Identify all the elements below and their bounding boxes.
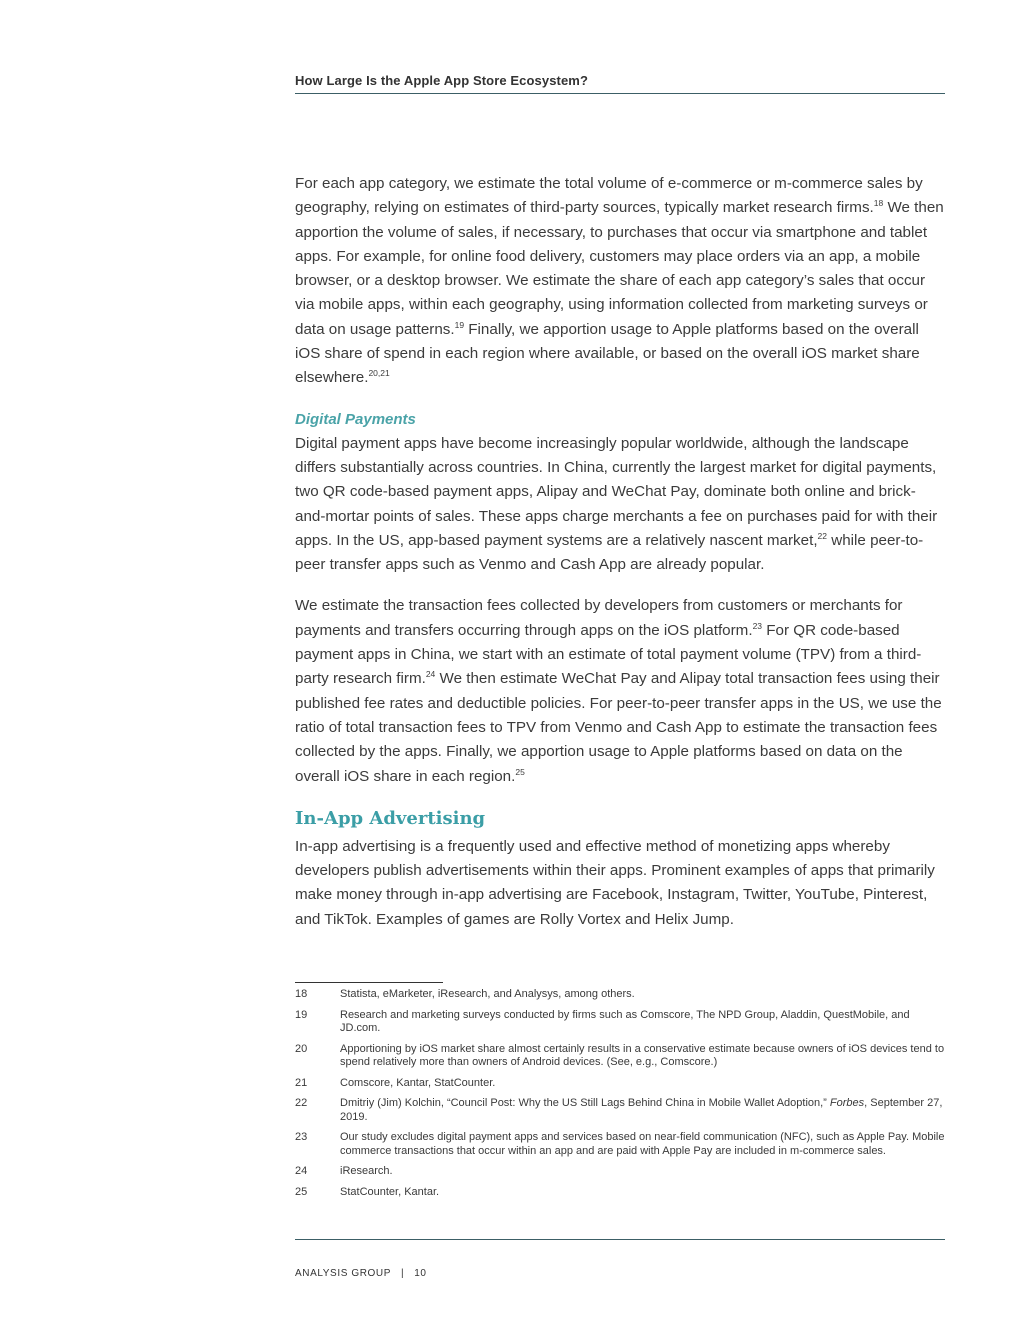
footnote-text: Statista, eMarketer, iResearch, and Analysys, among others. [340, 988, 635, 1000]
footnotes-list [295, 988, 945, 1206]
footnote-ref-24: 24 [425, 669, 436, 680]
footnote-text: Our study excludes digital payment apps and services based on near-field communication (NFC), such as Apple Pay. Mobile commerce transactions that occur within an app and are paid with Apple Pay are included in m-commerce sales. [340, 1131, 945, 1157]
paragraph-text: Finally, we apportion usage to Apple platforms based on the overall iOS share of spend in each region where available, or based on the overall iOS market share elsewhere. [295, 320, 920, 387]
footnote-number: 20 [295, 1042, 308, 1055]
paragraph-text: For each app category, we estimate the total volume of e-commerce or m-commerce sales by geography, relying on estimates of third-party sources, typically market research firms. [295, 175, 923, 217]
footnote-divider [295, 982, 443, 983]
footnote-ref-19: 19 [454, 319, 465, 330]
paragraph-ecommerce-method [295, 172, 945, 391]
footnote-text-part: , September 27, 2019. [340, 1097, 943, 1123]
footnote-text-part: Dmitriy (Jim) Kolchin, “Council Post: Why the US Still Lags Behind China in Mobile Wallet Adoption,” [340, 1097, 830, 1109]
header-divider [295, 93, 945, 94]
footnote-text: Comscore, Kantar, StatCounter. [340, 1076, 496, 1089]
footer-org: ANALYSIS GROUP [295, 1268, 392, 1279]
paragraph-digital-payments-method [295, 594, 945, 788]
paragraph-text: We then estimate WeChat Pay and Alipay total transaction fees using their published fee rates and deductible policies. For peer-to-peer transfer apps in the US, we use the ratio of total transaction fees to TPV from Venmo and Cash App to estimate the transaction fees collected by the apps. Finally, we apportion usage to Apple platforms based on data on the overall iOS share in each region. [295, 670, 942, 785]
section-heading-in-app-advertising: In-App Advertising [295, 807, 486, 829]
paragraph-text: We then apportion the volume of sales, if necessary, to purchases that occur via smartphone and tablet apps. For example, for online food delivery, customers may place orders via an app, a mobile browser, or a desktop browser. We estimate the share of each app category’s sales that occur via mobile apps, within each geography, using information collected from marketing surveys or data on usage patterns. [295, 199, 944, 338]
page-footer [295, 1268, 427, 1279]
paragraph-in-app-advertising: In-app advertising is a frequently used and effective method of monetizing apps whereby developers publish advertisements within their apps. Prominent examples of apps that primarily make money through in-app advertising are Facebook, Instagram, Twitter, YouTube, Pinterest, and TikTok. Examples of games are Rolly Vortex and Helix Jump. [295, 837, 935, 928]
footnote-ref-25: 25 [515, 766, 525, 777]
paragraph-text: For QR code-based payment apps in China, we start with an estimate of total payment volume (TPV) from a third-party research firm. [295, 621, 922, 688]
paragraph-text: We estimate the transaction fees collected by developers from customers or merchants for payments and transfers occurring through apps on the iOS platform. [295, 597, 903, 639]
running-header-title: How Large Is the Apple App Store Ecosystem? [295, 73, 589, 88]
footnote-ref-22: 22 [817, 530, 828, 541]
footer-separator: | [401, 1268, 405, 1279]
footnote-number: 25 [295, 1185, 308, 1198]
footnote-item [295, 1131, 945, 1158]
footnote-text: Apportioning by iOS market share almost certainly results in a conservative estimate because owners of iOS devices tend to spend relatively more than owners of Android devices. (See, e.g., Comscore.) [340, 1042, 945, 1068]
footnote-number: 19 [295, 1008, 308, 1021]
footnote-number: 24 [295, 1165, 308, 1177]
subheading-digital-payments: Digital Payments [295, 410, 416, 428]
footnote-publication: Forbes [829, 1097, 865, 1109]
footer-divider [295, 1239, 945, 1240]
main-content [295, 172, 945, 949]
footnote-item [295, 988, 945, 1002]
footnote-item [295, 1043, 945, 1070]
paragraph-text: while peer-to-peer transfer apps such as Venmo and Cash App are already popular. [295, 531, 924, 574]
footnote-ref-20-21: 20,21 [368, 368, 390, 379]
footnote-item [295, 1097, 945, 1124]
footnote-number: 21 [295, 1076, 308, 1089]
footnote-ref-18: 18 [873, 198, 884, 209]
footnote-item [295, 1186, 945, 1200]
footnote-item [295, 1165, 945, 1179]
paragraph-digital-payments-intro [295, 432, 945, 578]
footnote-text: Research and marketing surveys conducted by firms such as Comscore, The NPD Group, Aladdin, QuestMobile, and JD.com. [340, 1008, 910, 1034]
footnote-number: 18 [295, 988, 308, 1000]
footnote-ref-23: 23 [752, 620, 763, 631]
page-number: 10 [414, 1268, 427, 1279]
footnote-item [295, 1009, 945, 1036]
footnote-text: StatCounter, Kantar. [340, 1185, 440, 1198]
footnote-text [340, 1097, 945, 1124]
footnote-item [295, 1077, 945, 1091]
footnote-number: 22 [295, 1097, 308, 1109]
footnote-number: 23 [295, 1131, 308, 1143]
paragraph-text: Digital payment apps have become increasingly popular worldwide, although the landscape differs substantially across countries. In China, currently the largest market for digital payments, two QR code-based payment apps, Alipay and WeChat Pay, dominate both online and brick-and-mortar points of sales. These apps charge merchants a fee on purchases paid for with their apps. In the US, app-based payment systems are a relatively nascent market, [295, 434, 938, 549]
footnote-text: iResearch. [340, 1165, 393, 1177]
